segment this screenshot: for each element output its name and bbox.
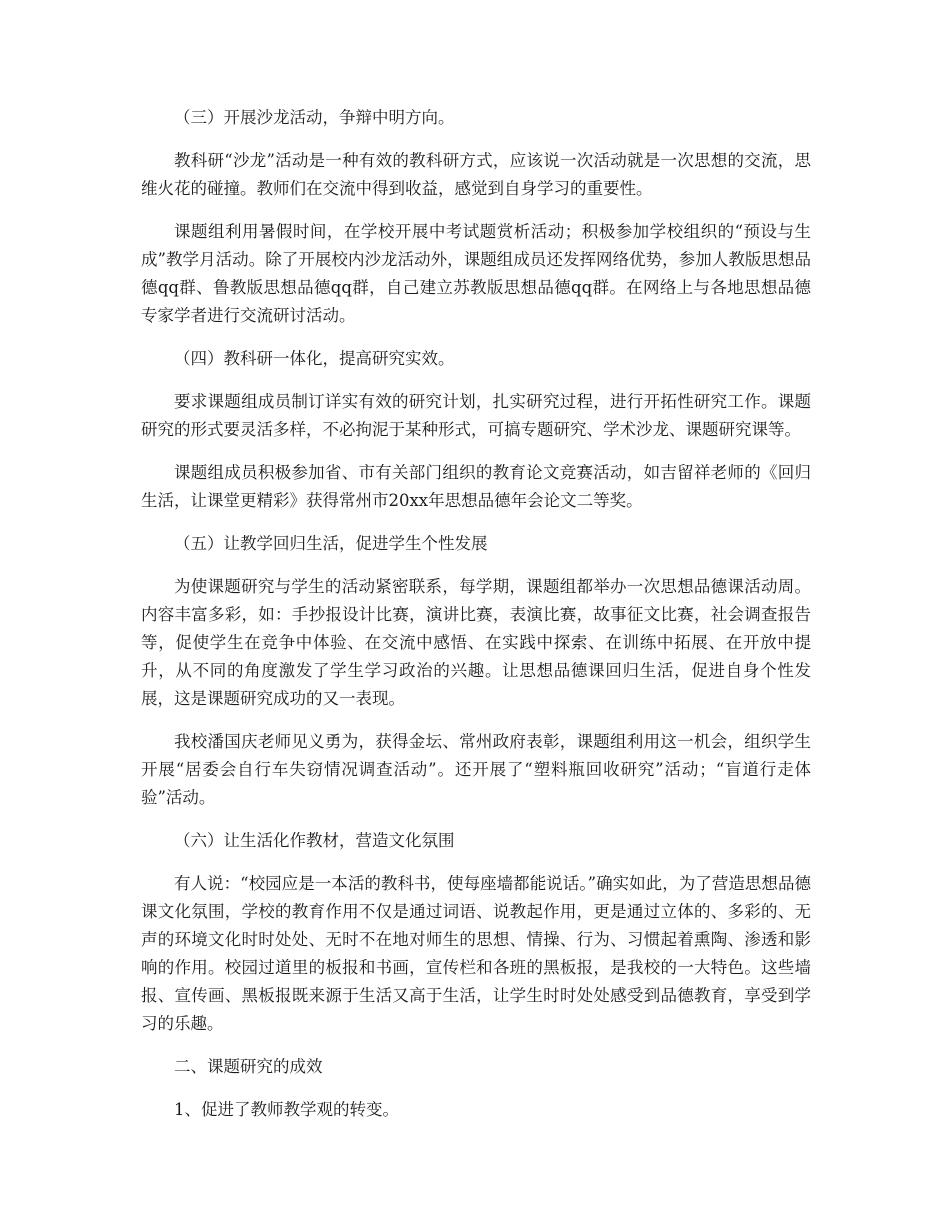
document-body bbox=[141, 104, 811, 1139]
paragraph-survey-activities: 我校潘国庆老师见义勇为，获得金坛、常州政府表彰，课题组利用这一机会，组织学生开展“居委会自行车失窃情况调查活动”。还开展了“塑料瓶回收研究”活动；“盲道行走体验”活动。 bbox=[141, 732, 811, 807]
paragraph-salon-activities: 课题组利用暑假时间，在学校开展中考试题赏析活动；积极参加学校组织的“预设与生成”教学月活动。除了开展校内沙龙活动外，课题组成员还发挥网络优势，参加人教版思想品德qq群、鲁教版思想品德qq群，自己建立苏教版思想品德qq群。在网络上与各地思想品德专家学者进行交流研讨活动。 bbox=[141, 222, 811, 325]
paragraph-research-plan: 要求课题组成员制订详实有效的研究计划，扎实研究过程，进行开拓性研究工作。课题研究的形式要灵活多样，不必拘泥于某种形式，可搞专题研究、学术沙龙、课题研究课等。 bbox=[141, 392, 811, 439]
paragraph-activity-week: 为使课题研究与学生的活动紧密联系，每学期，课题组都举办一次思想品德课活动周。内容丰富多彩，如：手抄报设计比赛，演讲比赛，表演比赛，故事征文比赛，社会调查报告等，促使学生在竞争中体验、在交流中感悟、在实践中探索、在训练中拓展、在开放中提升，从不同的角度激发了学生学习政治的兴趣。让思想品德课回归生活，促进自身个性发展，这是课题研究成功的又一表现。 bbox=[141, 577, 811, 708]
subsection-heading-teaching-view: 1、促进了教师教学观的转变。 bbox=[174, 1100, 399, 1119]
paragraph-paper-award: 课题组成员积极参加省、市有关部门组织的教育论文竞赛活动，如吉留祥老师的《回归生活，让课堂更精彩》获得常州市20xx年思想品德年会论文二等奖。 bbox=[141, 463, 811, 510]
section-heading-results: 二、课题研究的成效 bbox=[174, 1057, 323, 1076]
section-heading-salon: （三）开展沙龙活动，争辩中明方向。 bbox=[174, 108, 455, 127]
section-heading-integration: （四）教科研一体化，提高研究实效。 bbox=[174, 349, 455, 368]
paragraph-campus-culture: 有人说：“校园应是一本活的教科书，使每座墙都能说话。”确实如此，为了营造思想品德课文化氛围，学校的教育作用不仅是通过词语、说教起作用，更是通过立体的、多彩的、无声的环境文化时时处处、无时不在地对师生的思想、情操、行为、习惯起着熏陶、渗透和影响的作用。校园过道里的板报和书画，宣传栏和各班的黑板报，是我校的一大特色。这些墙报、宣传画、黑板报既来源于生活又高于生活，让学生时时处处感受到品德教育，享受到学习的乐趣。 bbox=[141, 874, 811, 1033]
paragraph-salon-intro: 教科研“沙龙”活动是一种有效的教科研方式，应该说一次活动就是一次思想的交流，思维火花的碰撞。教师们在交流中得到收益，感觉到自身学习的重要性。 bbox=[141, 151, 811, 198]
section-heading-culture: （六）让生活化作教材，营造文化氛围 bbox=[174, 831, 455, 850]
section-heading-life-teaching: （五）让教学回归生活，促进学生个性发展 bbox=[174, 534, 488, 553]
